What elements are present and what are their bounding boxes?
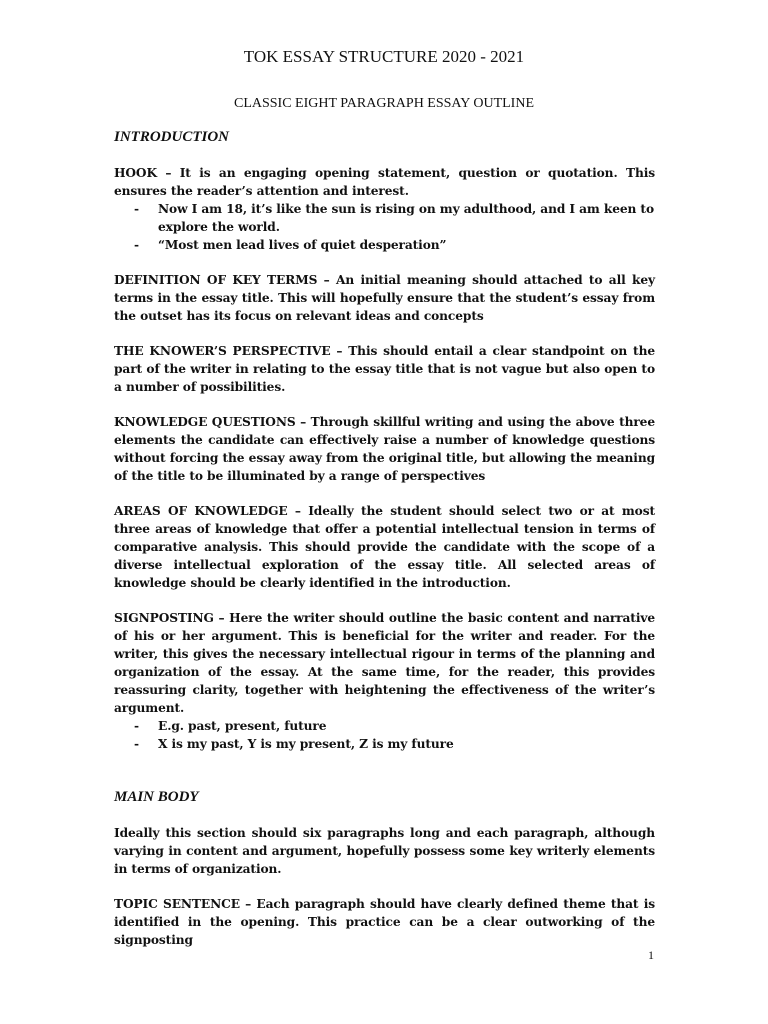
page-title: TOK ESSAY STRUCTURE 2020 - 2021 — [243, 47, 525, 66]
paragraph-definition: DEFINITION OF KEY TERMS – An initial meaning should attached to all key terms in the essay title. This will hopefully ensure that the student’s essay from the outset has its focus on relevant ideas and concepts — [114, 273, 655, 323]
dash-bullet: - — [134, 719, 139, 733]
paragraph-knowledge-questions: KNOWLEDGE QUESTIONS – Through skillful writing and using the above three elements the candidate can effectively raise a number of knowledge questions without forcing the essay away from the original title, but allowing the meaning of the title to be illuminated by a range of perspectives — [114, 415, 655, 483]
list-item: - “Most men lead lives of quiet desperation” — [134, 238, 447, 252]
paragraph-signposting: SIGNPOSTING – Here the writer should outline the basic content and narrative of his or her argument. This is beneficial for the writer and reader. For the writer, this gives the necessary intellectual rigour in terms of the planning and organization of the essay. At the same time, for the reader, this provides reassuring clarity, together with heightening the effectiveness of the writer’s argument. — [114, 611, 655, 715]
signposting-bullet-list — [114, 717, 655, 753]
section-heading-introduction: INTRODUCTION — [114, 129, 230, 145]
paragraph-knower-perspective: THE KNOWER’S PERSPECTIVE – This should entail a clear standpoint on the part of the writer in relating to the essay title that is not vague but also open to a number of possibilities. — [114, 344, 655, 394]
list-item: - Now I am 18, it’s like the sun is rising on my adulthood, and I am keen to explore the world. — [134, 202, 654, 234]
page-number: 1 — [648, 948, 654, 962]
paragraph-hook: HOOK – It is an engaging opening statement, question or quotation. This ensures the reader’s attention and interest. — [114, 166, 655, 198]
dash-bullet: - — [134, 737, 139, 751]
document-body — [114, 128, 655, 966]
list-item: - E.g. past, present, future — [134, 719, 327, 733]
paragraph-topic-sentence: TOPIC SENTENCE – Each paragraph should have clearly defined theme that is identified in the opening. This practice can be a clear outworking of the signposting — [114, 897, 655, 947]
paragraph-areas-of-knowledge: AREAS OF KNOWLEDGE – Ideally the student should select two or at most three areas of knowledge that offer a potential intellectual tension in terms of comparative analysis. This should provide the candidate with the scope of a diverse intellectual exploration of the essay title. All selected areas of knowledge should be clearly identified in the introduction. — [114, 504, 655, 590]
list-item: - X is my past, Y is my present, Z is my future — [134, 737, 454, 751]
dash-bullet: - — [134, 202, 139, 216]
hook-bullet-list — [114, 200, 655, 254]
dash-bullet: - — [134, 238, 139, 252]
section-heading-main-body: MAIN BODY — [114, 789, 199, 805]
paragraph-main-body-intro: Ideally this section should six paragraphs long and each paragraph, although varying in content and argument, hopefully possess some key writerly elements in terms of organization. — [114, 826, 655, 876]
page-subtitle: CLASSIC EIGHT PARAGRAPH ESSAY OUTLINE — [233, 96, 534, 111]
